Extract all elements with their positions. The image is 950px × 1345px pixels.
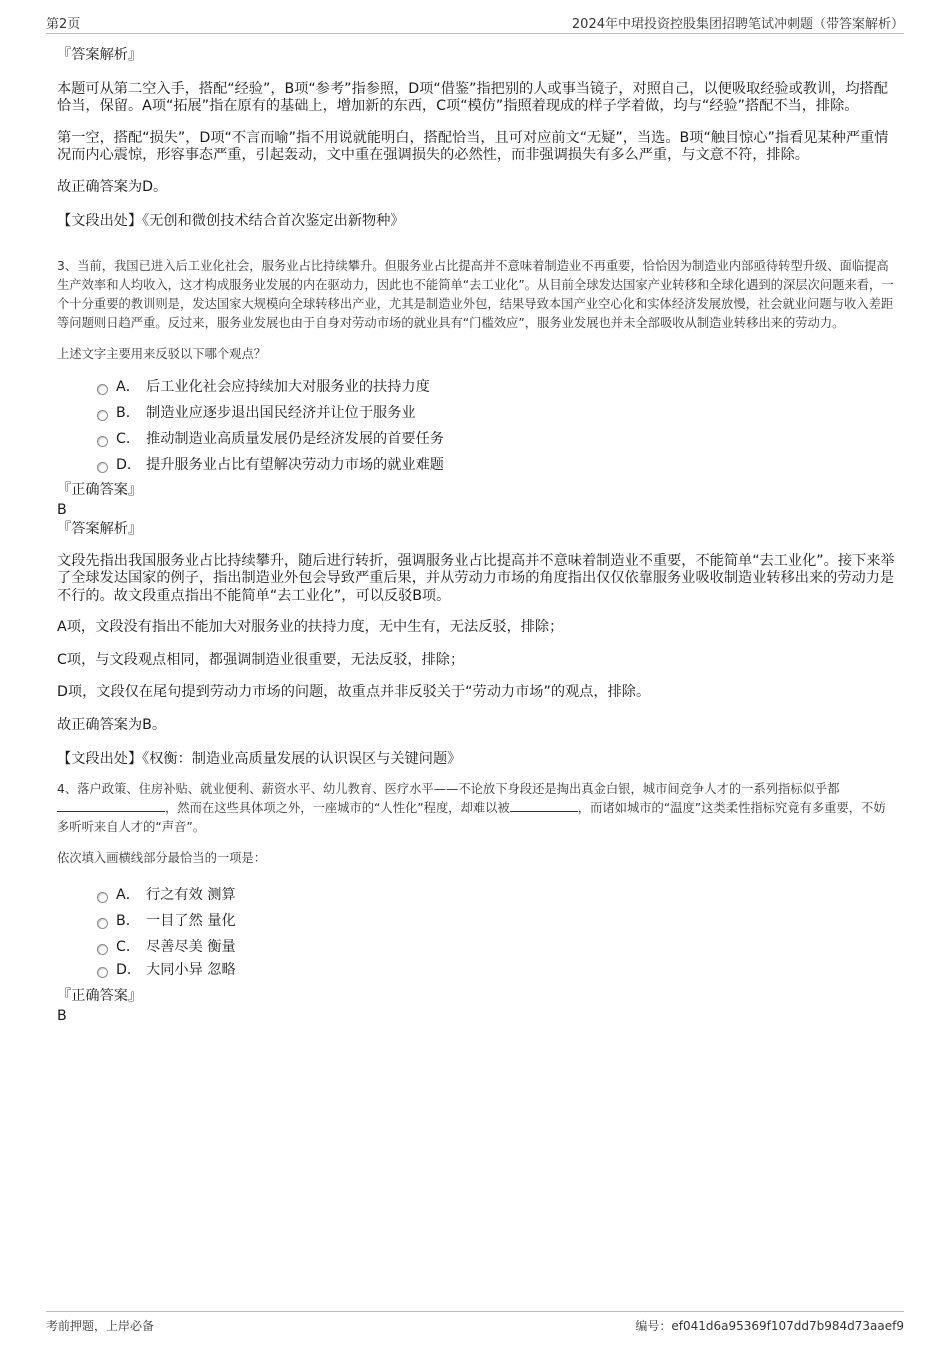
page-content — [57, 44, 895, 1025]
option-b[interactable]: B． 制造业应逐步退出国民经济并让位于服务业 — [97, 400, 895, 426]
analysis-label: 『答案解析』 — [57, 521, 143, 537]
source-citation: 【文段出处】《无创和微创技术结合首次鉴定出新物种》 — [57, 213, 405, 229]
analysis-paragraph: 第一空，搭配“损失”，D项“不言而喻”指不用说就能明白，搭配恰当，且可对应前文“无疑”，当选。B项“触目惊心”指看见某种严重情况而内心震惊，形容事态严重，引起轰动，文中重在强调损失的必然性，而非强调损失有多么严重，与文意不符，排除。 — [57, 129, 889, 163]
question-stem: 3、当前，我国已进入后工业化社会，服务业占比持续攀升。但服务业占比提高并不意味着制造业不再重要，恰恰因为制造业内部亟待转型升级、面临提高生产效率和人均收入，这才构成服务业发展的内在驱动力，因此也不能简单“去工业化”。从目前全球发达国家产业转移和全球化遇到的深层次问题来看，一个十分重要的教训则是，发达国家大规模向全球转移出产业，尤其是制造业外包，结果导致本国产业空心化和实体经济发展放慢，社会就业问题与收入差距等问题则日趋严重。反过来，服务业发展也由于自身对劳动市场的就业具有“门槛效应”，服务业发展也并未全部吸收从制造业转移出来的劳动力。 — [57, 259, 894, 330]
page-header — [46, 13, 904, 34]
conclusion: 故正确答案为D。 — [57, 178, 168, 195]
option-b[interactable]: B． 一目了然 量化 — [97, 908, 895, 934]
analysis-paragraph: 文段先指出我国服务业占比持续攀升，随后进行转折，强调服务业占比提高并不意味着制造业不重要，不能简单“去工业化”。接下来举了全球发达国家的例子，指出制造业外包会导致严重后果，并从劳动力市场的角度指出仅仅依靠服务业吸收制造业转移出来的劳动力是不行的。故文段重点指出不能简单“去工业化”，可以反驳B项。 — [57, 552, 895, 604]
option-note-a: A项，文段没有指出不能加大对服务业的扶持力度，无中生有，无法反驳，排除； — [57, 619, 564, 635]
radio-button[interactable] — [97, 462, 108, 473]
footer-slogan: 考前押题，上岸必备 — [46, 1319, 155, 1333]
correct-answer: B — [57, 501, 67, 518]
radio-button[interactable] — [97, 967, 108, 978]
question-prompt: 上述文字主要用来反驳以下哪个观点？ — [57, 347, 267, 361]
analysis-paragraph: 本题可从第二空入手，搭配“经验”，B项“参考”指参照，D项“借鉴”指把别的人或事当镜子，对照自己，以便吸取经验或教训，均搭配恰当，保留。A项“拓展”指在原有的基础上，增加新的东西，C项“模仿”指照着现成的样子学着做，均与“经验”搭配不当，排除。 — [57, 80, 888, 114]
fill-blank-1 — [57, 799, 165, 812]
radio-button[interactable] — [97, 944, 108, 955]
option-c[interactable]: C． 尽善尽美 衡量 — [97, 934, 895, 960]
page-number: 第2页 — [46, 17, 81, 32]
question-prompt: 依次填入画横线部分最恰当的一项是： — [57, 851, 267, 865]
option-d[interactable]: D． 提升服务业占比有望解决劳动力市场的就业难题 — [97, 452, 895, 478]
correct-answer-label: 『正确答案』 — [57, 482, 143, 498]
question-stem: 4、落户政策、住房补贴、就业便利、薪资水平、幼儿教育、医疗水平——不论放下身段还是掏出真金白银，城市间竞争人才的一系列指标似乎都，然而在这些具体项之外，一座城市的“人性化”程度，却难以被 ，而诸如城市的“温度”这类柔性指标究竟有多重要，不妨多听听来自人才的“声音”。 — [57, 782, 886, 834]
correct-answer: B — [57, 1007, 67, 1024]
fill-blank-2 — [510, 799, 578, 812]
option-note-d: D项，文段仅在尾句提到劳动力市场的问题，故重点并非反驳关于“劳动力市场”的观点，排除。 — [57, 684, 651, 700]
option-c[interactable]: C． 推动制造业高质量发展仍是经济发展的首要任务 — [97, 426, 895, 452]
source-citation: 【文段出处】《权衡：制造业高质量发展的认识误区与关键问题》 — [57, 751, 462, 767]
document-code: 编号：ef041d6a95369f107dd7b984d73aaef9 — [635, 1319, 904, 1333]
radio-button[interactable] — [97, 410, 108, 421]
option-a[interactable]: A． 行之有效 测算 — [97, 882, 895, 908]
option-d[interactable]: D． 大同小异 忽略 — [97, 960, 895, 980]
page-footer — [46, 1311, 904, 1342]
options-list — [97, 882, 895, 980]
option-note-c: C项，与文段观点相同，都强调制造业很重要，无法反驳，排除； — [57, 651, 465, 668]
radio-button[interactable] — [97, 918, 108, 929]
radio-button[interactable] — [97, 384, 108, 395]
radio-button[interactable] — [97, 436, 108, 447]
correct-answer-label: 『正确答案』 — [57, 988, 143, 1004]
options-list — [97, 374, 895, 478]
conclusion: 故正确答案为B。 — [57, 716, 167, 733]
radio-button[interactable] — [97, 892, 108, 903]
analysis-label: 『答案解析』 — [57, 47, 143, 63]
document-title: 2024年中珺投资控股集团招聘笔试冲刺题（带答案解析） — [571, 17, 904, 32]
option-a[interactable]: A． 后工业化社会应持续加大对服务业的扶持力度 — [97, 374, 895, 400]
